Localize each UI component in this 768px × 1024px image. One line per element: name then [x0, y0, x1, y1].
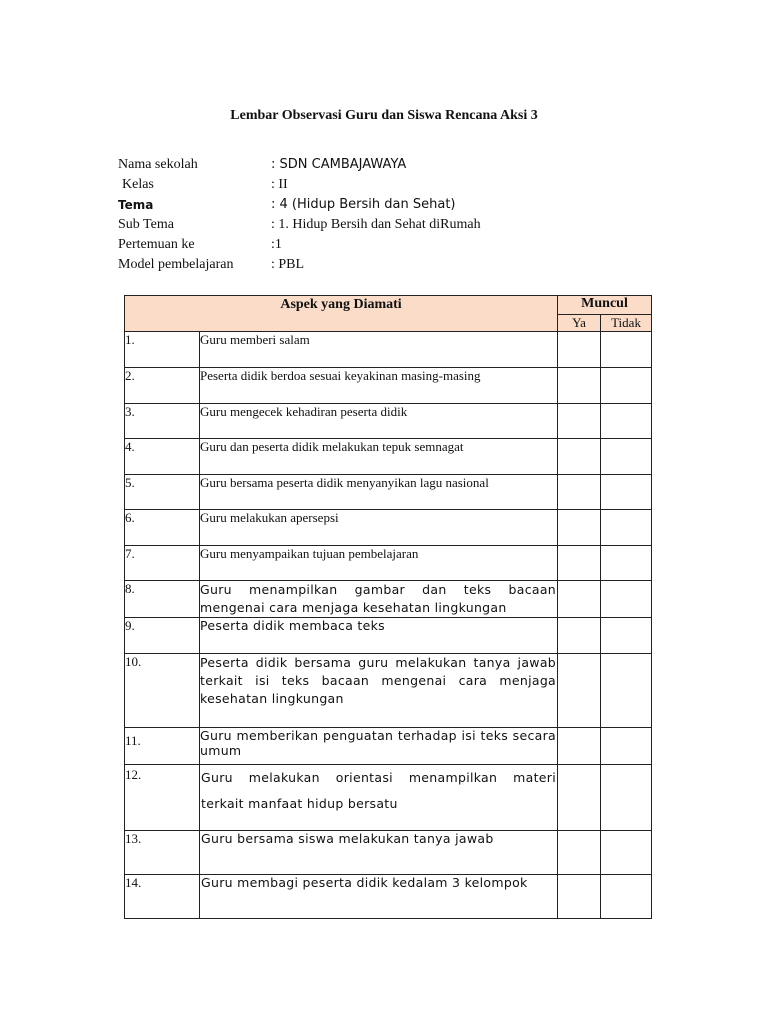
info-value: : SDN CAMBAJAWAYA [271, 157, 407, 172]
row-text: Guru dan peserta didik melakukan tepuk semnagat [200, 439, 558, 475]
checkbox-ya[interactable] [558, 546, 601, 581]
row-text: Guru bersama peserta didik menyanyikan lagu nasional [200, 475, 558, 510]
checkbox-ya[interactable] [558, 510, 601, 546]
header-muncul: Muncul [558, 296, 652, 315]
row-number: 14. [125, 875, 200, 919]
checkbox-ya[interactable] [558, 475, 601, 510]
info-block [118, 155, 638, 275]
info-label: Pertemuan ke [118, 237, 195, 252]
table-row [125, 439, 652, 475]
row-text: Peserta didik bersama guru melakukan tanya jawab terkait isi teks bacaan mengenai cara menjaga kesehatan lingkungan [200, 654, 558, 728]
checkbox-ya[interactable] [558, 654, 601, 728]
checkbox-tidak[interactable] [601, 439, 652, 475]
checkbox-tidak[interactable] [601, 765, 652, 831]
row-text: Guru menyampaikan tujuan pembelajaran [200, 546, 558, 581]
document-title: Lembar Observasi Guru dan Siswa Rencana Aksi 3 [230, 108, 538, 123]
table-row [125, 875, 652, 919]
row-text: Guru menampilkan gambar dan teks bacaan mengenai cara menjaga kesehatan lingkungan [200, 581, 558, 618]
checkbox-ya[interactable] [558, 831, 601, 875]
table-header-row [125, 296, 652, 315]
info-row-theme [118, 195, 638, 215]
info-row-subtheme [118, 215, 638, 235]
checkbox-ya[interactable] [558, 728, 601, 765]
checkbox-tidak[interactable] [601, 546, 652, 581]
info-label: Sub Tema [118, 217, 174, 232]
table-row [125, 831, 652, 875]
row-number: 5. [125, 475, 200, 510]
header-ya: Ya [558, 314, 601, 332]
checkbox-ya[interactable] [558, 581, 601, 618]
checkbox-tidak[interactable] [601, 728, 652, 765]
checkbox-ya[interactable] [558, 404, 601, 439]
row-text: Guru membagi peserta didik kedalam 3 kelompok [200, 875, 558, 919]
checkbox-tidak[interactable] [601, 654, 652, 728]
table-row [125, 368, 652, 404]
checkbox-ya[interactable] [558, 875, 601, 919]
info-row-school [118, 155, 638, 175]
checkbox-tidak[interactable] [601, 510, 652, 546]
checkbox-tidak[interactable] [601, 475, 652, 510]
table-row [125, 510, 652, 546]
row-text: Peserta didik membaca teks [200, 618, 558, 654]
table-row [125, 654, 652, 728]
table-row [125, 728, 652, 765]
row-number: 10. [125, 654, 200, 728]
info-row-model [118, 255, 638, 275]
row-text: Guru memberikan penguatan terhadap isi teks secara umum [200, 728, 558, 765]
row-text: Guru mengecek kehadiran peserta didik [200, 404, 558, 439]
row-number: 12. [125, 765, 200, 831]
info-label: Tema [118, 198, 154, 212]
checkbox-tidak[interactable] [601, 618, 652, 654]
header-aspect: Aspek yang Diamati [125, 296, 558, 332]
info-label: Nama sekolah [118, 157, 198, 172]
row-number: 11. [125, 728, 200, 765]
row-number: 6. [125, 510, 200, 546]
row-text: Peserta didik berdoa sesuai keyakinan masing-masing [200, 368, 558, 404]
info-row-class [118, 175, 638, 195]
checkbox-ya[interactable] [558, 332, 601, 368]
info-row-meeting [118, 235, 638, 255]
checkbox-tidak[interactable] [601, 404, 652, 439]
checkbox-tidak[interactable] [601, 368, 652, 404]
info-label: Kelas [122, 177, 154, 192]
checkbox-ya[interactable] [558, 618, 601, 654]
info-value: : II [271, 177, 288, 192]
table-row [125, 618, 652, 654]
header-tidak: Tidak [601, 314, 652, 332]
row-number: 7. [125, 546, 200, 581]
table-row [125, 475, 652, 510]
row-text: Guru memberi salam [200, 332, 558, 368]
row-number: 4. [125, 439, 200, 475]
info-value: : 1. Hidup Bersih dan Sehat diRumah [271, 217, 481, 232]
row-text: Guru bersama siswa melakukan tanya jawab [200, 831, 558, 875]
checkbox-ya[interactable] [558, 765, 601, 831]
checkbox-ya[interactable] [558, 368, 601, 404]
checkbox-tidak[interactable] [601, 875, 652, 919]
info-value: :1 [271, 237, 282, 252]
row-text: Guru melakukan apersepsi [200, 510, 558, 546]
checkbox-ya[interactable] [558, 439, 601, 475]
table-row [125, 404, 652, 439]
observation-table [124, 295, 652, 919]
table-row [125, 765, 652, 831]
row-number: 2. [125, 368, 200, 404]
info-value: : 4 (Hidup Bersih dan Sehat) [271, 197, 456, 212]
table-row [125, 332, 652, 368]
row-number: 1. [125, 332, 200, 368]
row-number: 13. [125, 831, 200, 875]
row-text: Guru melakukan orientasi menampilkan materi terkait manfaat hidup bersatu [200, 765, 558, 831]
info-label: Model pembelajaran [118, 257, 234, 272]
table-row [125, 546, 652, 581]
info-value: : PBL [271, 257, 305, 272]
checkbox-tidak[interactable] [601, 831, 652, 875]
checkbox-tidak[interactable] [601, 581, 652, 618]
row-number: 9. [125, 618, 200, 654]
checkbox-tidak[interactable] [601, 332, 652, 368]
row-number: 3. [125, 404, 200, 439]
table-row [125, 581, 652, 618]
row-number: 8. [125, 581, 200, 618]
